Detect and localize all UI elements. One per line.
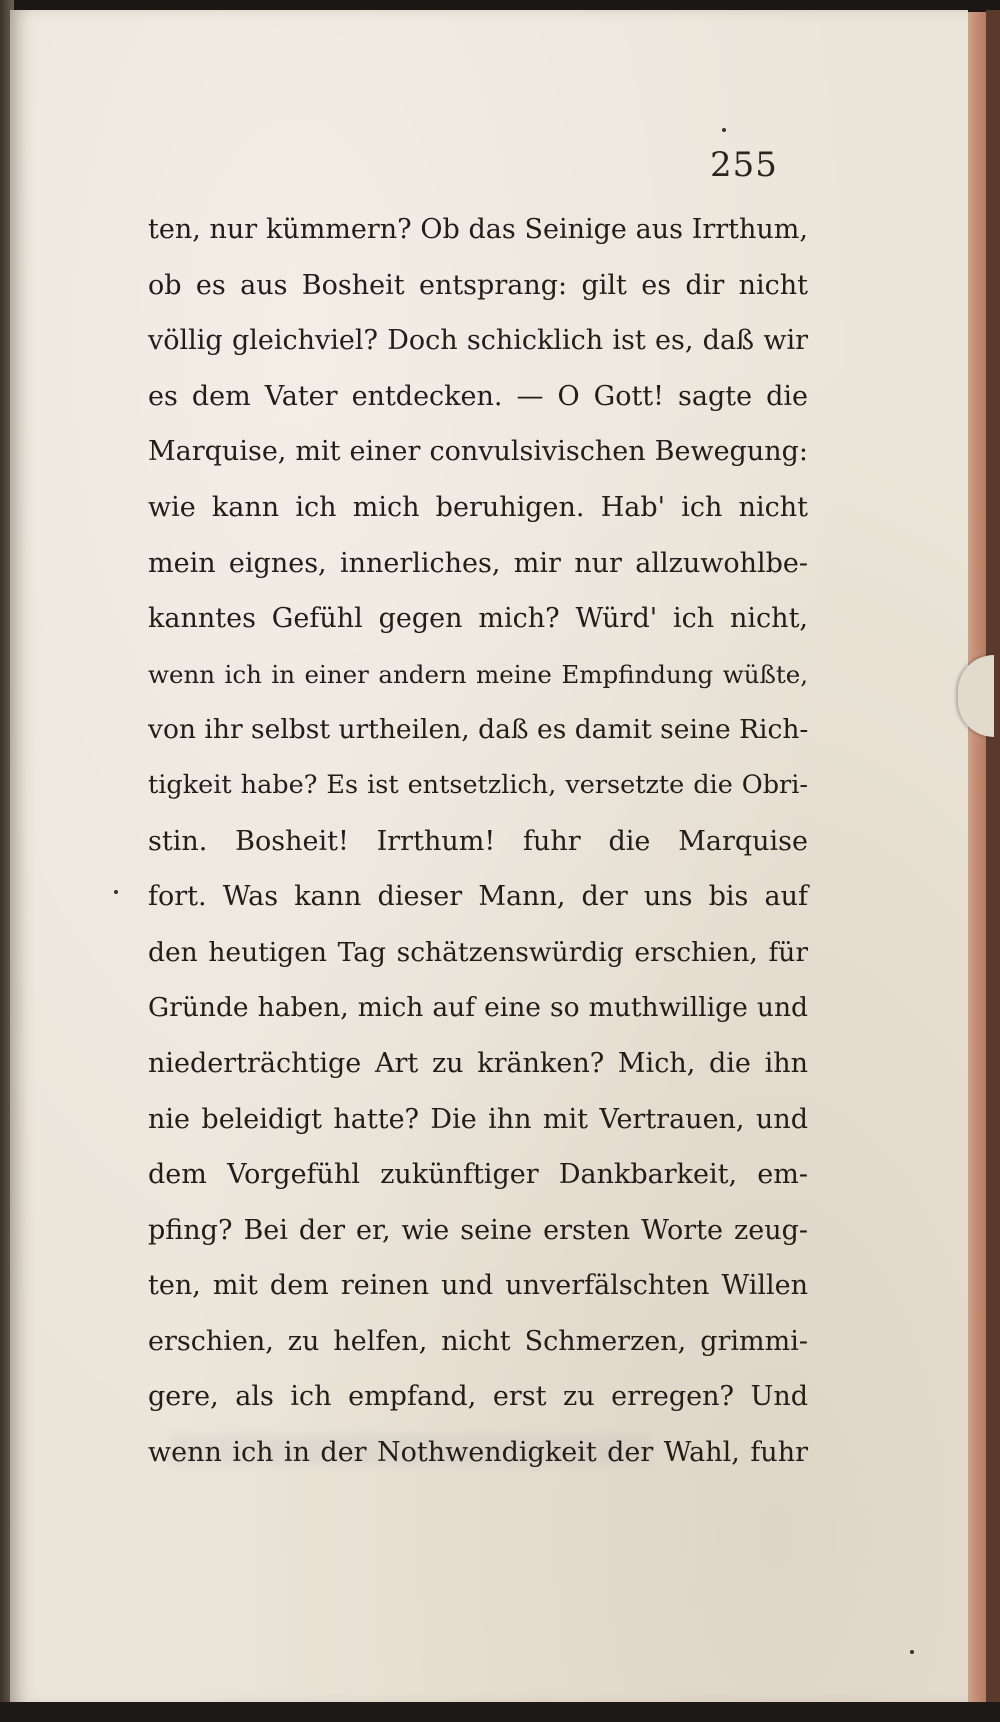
text-line: den heutigen Tag schätzenswürdig erschien, für [148, 936, 808, 968]
page-number: 255 [710, 145, 778, 185]
text-line: tigkeit habe? Es ist entsetzlich, versetzte die Obri- [148, 769, 808, 800]
page-body-text [148, 202, 808, 1481]
text-line: von ihr selbst urtheilen, daß es damit seine Rich- [148, 714, 809, 746]
text-line: Gründe haben, mich auf eine so muthwillige und [148, 992, 808, 1024]
text-line: Marquise, mit einer convulsivischen Bewegung: [148, 436, 808, 468]
text-line: wie kann ich mich beruhigen. Hab' ich nicht [148, 491, 808, 523]
scan-bottom-edge [0, 1702, 1000, 1722]
paper-speck [114, 890, 118, 894]
text-line: erschien, zu helfen, nicht Schmerzen, grimmi- [148, 1325, 808, 1357]
paper-speck [722, 128, 726, 132]
text-line: wenn ich in einer andern meine Empfindung wüßte, [148, 659, 808, 689]
text-line: ob es aus Bosheit entsprang: gilt es dir nicht [148, 269, 808, 301]
text-line: pfing? Bei der er, wie seine ersten Worte zeug- [148, 1214, 808, 1246]
text-line: mein eignes, innerliches, mir nur allzuwohlbe- [148, 547, 808, 579]
text-line: fort. Was kann dieser Mann, der uns bis auf [148, 881, 808, 913]
page-fore-edge [968, 12, 986, 1704]
text-line: gere, als ich empfand, erst zu erregen? Und [148, 1381, 808, 1413]
text-line: nie beleidigt hatte? Die ihn mit Vertrauen, und [148, 1103, 808, 1135]
paper-speck [910, 1650, 914, 1654]
text-line: dem Vorgefühl zukünftiger Dankbarkeit, em- [148, 1159, 808, 1191]
text-line: ten, mit dem reinen und unverfälschten Willen [148, 1270, 808, 1302]
book-cover-edge [986, 10, 1000, 1706]
text-line: niederträchtige Art zu kränken? Mich, die ihn [148, 1047, 808, 1079]
text-line: ten, nur kümmern? Ob das Seinige aus Irrthum, [148, 214, 808, 245]
text-line: es dem Vater entdecken. — O Gott! sagte die [148, 380, 808, 412]
text-line: wenn ich in der Nothwendigkeit der Wahl, fuhr [148, 1437, 808, 1469]
text-line: kanntes Gefühl gegen mich? Würd' ich nicht, [148, 603, 808, 635]
text-line: völlig gleichviel? Doch schicklich ist es, daß wir [148, 325, 808, 357]
text-line: stin. Bosheit! Irrthum! fuhr die Marquise [148, 825, 808, 857]
